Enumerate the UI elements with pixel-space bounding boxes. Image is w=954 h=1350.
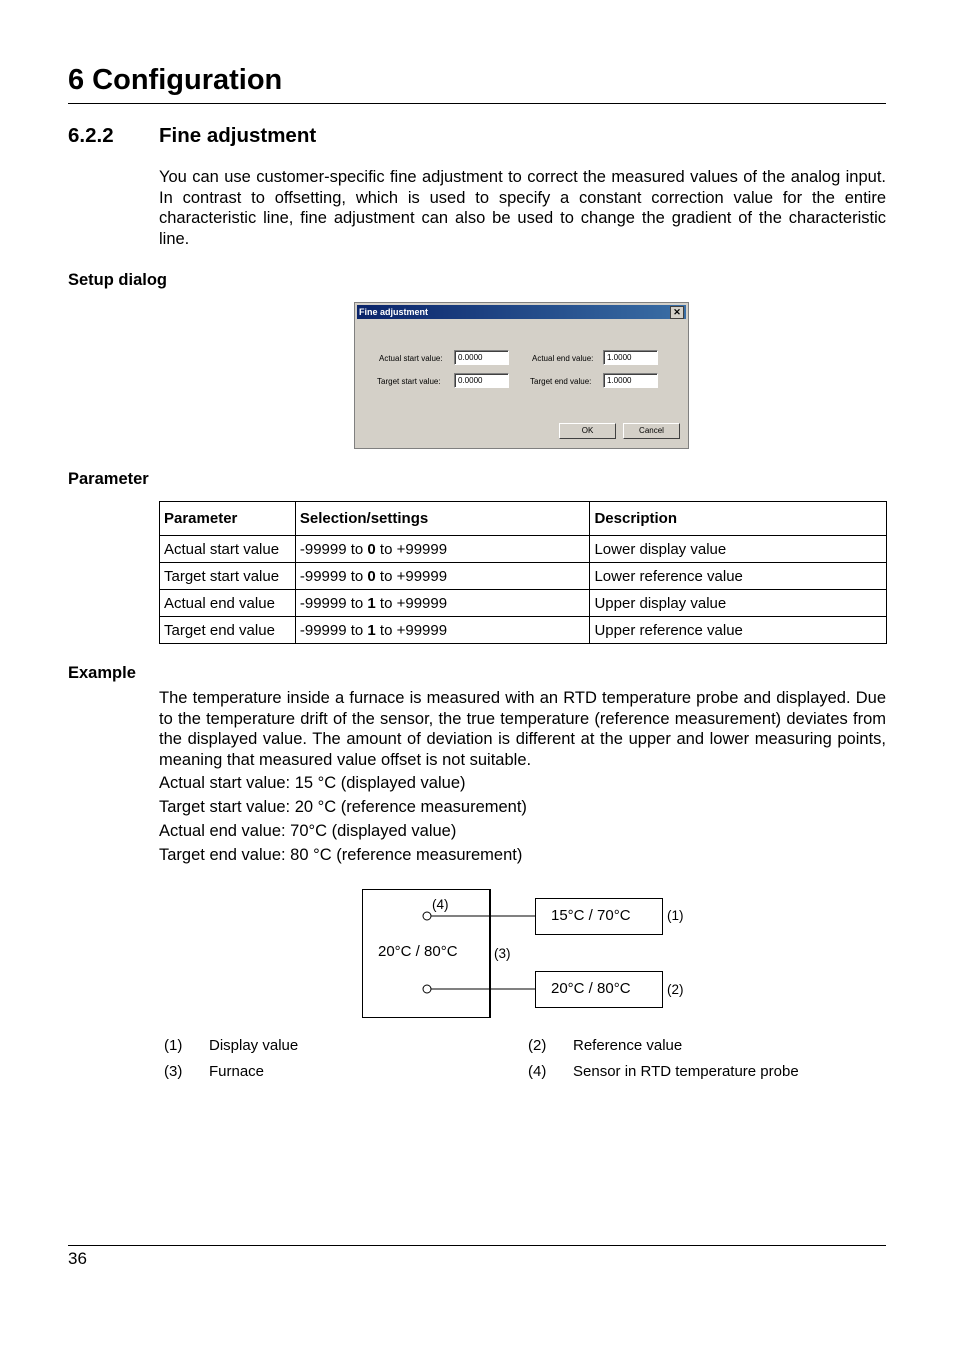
ok-button[interactable]: OK <box>559 423 616 439</box>
sel-post: to +99999 <box>375 540 448 558</box>
example-line: Actual end value: 70°C (displayed value) <box>159 822 457 840</box>
sel-pre: -99999 to <box>299 621 368 639</box>
legend-text: Furnace <box>209 1063 265 1080</box>
legend-text: Sensor in RTD temperature probe <box>573 1063 799 1080</box>
example-line: Actual start value: 15 °C (displayed value) <box>159 774 466 792</box>
sel-default: 0 <box>367 540 376 558</box>
param-description: Lower display value <box>590 536 887 563</box>
footer-rule <box>68 1245 886 1246</box>
legend-text: Display value <box>209 1037 299 1054</box>
legend-text: Reference value <box>573 1037 683 1054</box>
sel-post: to +99999 <box>375 621 448 639</box>
legend-number: (4) <box>528 1063 547 1080</box>
actual-end-input[interactable]: 1.0000 <box>603 350 658 365</box>
example-line: Target start value: 20 °C (reference measurement) <box>159 798 527 816</box>
param-description: Upper display value <box>590 590 887 617</box>
target-end-label: Target end value: <box>530 377 592 386</box>
example-heading: Example <box>68 664 136 682</box>
param-name: Actual start value <box>160 536 296 563</box>
legend-number: (1) <box>164 1037 183 1054</box>
close-icon[interactable]: ✕ <box>670 306 684 319</box>
sel-post: to +99999 <box>375 594 448 612</box>
example-paragraph: The temperature inside a furnace is measured with an RTD temperature probe and displayed. Due to the temperature drift of the sensor, the true temperature (reference measurement) deviates from the displayed value. The amount of deviation is different at the upper and lower measuring points, meaning that measured value offset is not suitable. <box>159 689 886 770</box>
sel-default: 1 <box>367 621 376 639</box>
actual-start-label: Actual start value: <box>379 354 443 363</box>
target-start-label: Target start value: <box>377 377 441 386</box>
example-line: Target end value: 80 °C (reference measurement) <box>159 846 523 864</box>
sel-default: 0 <box>367 567 376 585</box>
setup-dialog-heading: Setup dialog <box>68 271 167 289</box>
section-title: Fine adjustment <box>159 124 317 147</box>
chapter-title: 6 Configuration <box>68 64 283 96</box>
sel-post: to +99999 <box>375 567 448 585</box>
sel-pre: -99999 to <box>299 594 368 612</box>
sel-default: 1 <box>367 594 376 612</box>
target-end-input[interactable]: 1.0000 <box>603 373 658 388</box>
display-temperature: 15°C / 70°C <box>551 907 631 924</box>
column-header: Parameter <box>160 502 296 536</box>
param-name: Target start value <box>160 563 296 590</box>
sel-pre: -99999 to <box>299 567 368 585</box>
param-name: Target end value <box>160 617 296 644</box>
intro-paragraph: You can use customer-specific fine adjustment to correct the measured values of the analog input. In contrast to offsetting, which is used to specify a constant correction value for the entire characteristic line, fine adjustment can also be used to change the gradient of the characteristic line. <box>159 168 886 249</box>
parameter-heading: Parameter <box>68 470 149 488</box>
sensor-terminal-upper <box>423 912 431 920</box>
column-header: Selection/settings <box>295 502 590 536</box>
param-description: Lower reference value <box>590 563 887 590</box>
param-name: Actual end value <box>160 590 296 617</box>
page-number: 36 <box>68 1249 87 1268</box>
actual-start-input[interactable]: 0.0000 <box>454 350 509 365</box>
dialog-title: Fine adjustment <box>359 307 429 317</box>
section-number: 6.2.2 <box>68 124 114 147</box>
marker-reference: (2) <box>667 982 684 997</box>
param-description: Upper reference value <box>590 617 887 644</box>
sensor-terminal-lower <box>423 985 431 993</box>
marker-furnace: (3) <box>494 946 511 961</box>
marker-display: (1) <box>667 908 684 923</box>
sel-pre: -99999 to <box>299 540 368 558</box>
actual-end-label: Actual end value: <box>532 354 594 363</box>
cancel-button[interactable]: Cancel <box>623 423 680 439</box>
legend-number: (3) <box>164 1063 183 1080</box>
target-start-input[interactable]: 0.0000 <box>454 373 509 388</box>
reference-temperature: 20°C / 80°C <box>551 980 631 997</box>
legend-number: (2) <box>528 1037 547 1054</box>
marker-sensor: (4) <box>432 897 449 912</box>
column-header: Description <box>590 502 887 536</box>
furnace-temperature: 20°C / 80°C <box>378 943 458 960</box>
